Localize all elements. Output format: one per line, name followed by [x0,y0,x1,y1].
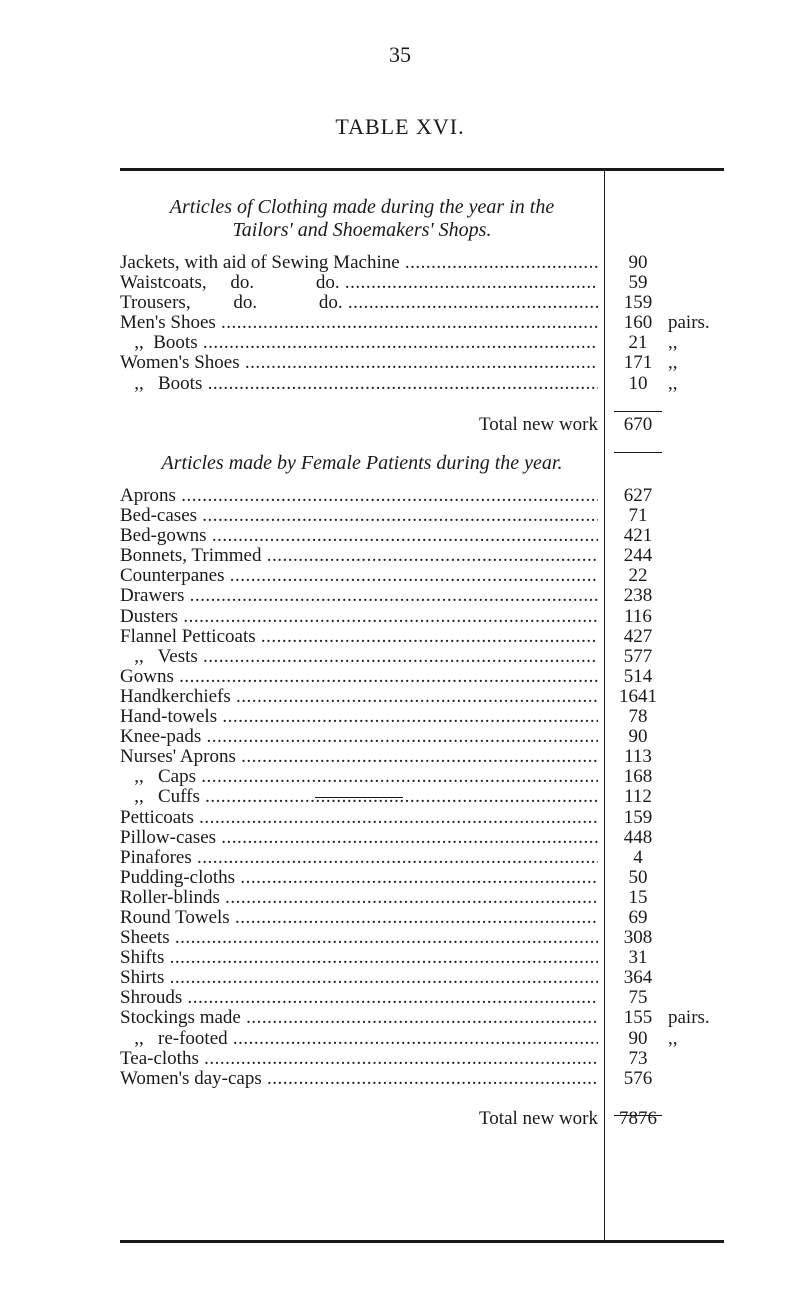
table-row [120,1029,800,1049]
table-bottom-rule [120,1240,724,1243]
row-label: Women's Shoes ..... [120,353,598,373]
row-label: Shirts ..... [120,968,598,988]
table-row [120,888,800,908]
row-label: Men's Shoes ..... [120,313,598,333]
row-value: 22 [628,565,648,587]
table-row [120,253,800,273]
section-heading-line: Tailors' and Shoemakers' Shops. [232,219,492,241]
table-row [120,1069,800,1089]
row-label: Gowns ..... [120,667,598,687]
row-label: Women's day-caps ..... [120,1069,598,1089]
row-value: 168 [623,766,653,788]
row-label: Waistcoats, do. do. ..... [120,273,598,293]
total-label: Total new work [479,413,598,435]
row-value: 90 [628,726,648,748]
table-row [120,586,800,606]
row-label: Drawers ..... [120,586,598,606]
row-value: 576 [623,1067,653,1089]
table-row [120,787,800,807]
table-row [120,566,800,586]
row-label: ,, Boots ..... [120,333,598,353]
row-label: Hand-towels ..... [120,707,598,727]
table-row [120,828,800,848]
row-label: ,, re-footed ..... [120,1029,598,1049]
section-heading-line: Articles of Clothing made during the year in the [169,196,555,218]
row-value: 71 [628,505,648,527]
row-label: Counterpanes ..... [120,566,598,586]
row-unit: pairs. [668,312,710,334]
table-title: TABLE XVI. [335,114,465,139]
row-value: 10 [628,372,648,394]
total-label: Total new work [479,1107,598,1129]
row-unit: ,, [668,332,678,354]
table-row [120,928,800,948]
row-unit: ,, [668,1027,678,1049]
row-value: 155 [623,1007,653,1029]
row-label: Petticoats ..... [120,808,598,828]
section-heading: Articles made by Female Patients during the year. [161,452,563,474]
table-row [120,988,800,1008]
row-value: 627 [623,485,653,506]
total-row [120,413,800,437]
table-row [120,607,800,627]
row-label: ,, Cuffs ..... [120,787,598,807]
table-row [120,293,800,313]
table-row [120,767,800,787]
row-value: 238 [623,585,653,607]
row-label: Round Towels ..... [120,908,598,928]
table-row [120,526,800,546]
row-label: Nurses' Aprons ..... [120,747,598,767]
row-value: 90 [628,1027,648,1049]
row-label: Trousers, do. do. ..... [120,293,598,313]
row-value: 308 [623,927,653,949]
row-value: 112 [624,786,652,808]
row-label: Roller-blinds ..... [120,888,598,908]
row-value: 1641 [619,685,657,707]
row-unit: ,, [668,352,678,374]
row-value: 171 [623,352,653,374]
row-value: 59 [628,272,648,294]
section-heading [120,196,604,242]
row-value: 78 [628,706,648,728]
row-label: ,, Caps ..... [120,767,598,787]
row-label: Aprons ..... [120,486,598,506]
table-row [120,808,800,828]
row-value: 421 [623,525,653,547]
row-label: Handkerchiefs ..... [120,687,598,707]
table-top-rule [120,168,724,171]
row-value: 73 [628,1047,648,1069]
row-value: 364 [623,967,653,989]
section-female-patients [120,452,800,1131]
table-row [120,546,800,566]
table-row [120,667,800,687]
row-label: Bonnets, Trimmed ..... [120,546,598,566]
table-row [120,374,800,394]
row-label: Pillow-cases ..... [120,828,598,848]
row-label: Flannel Petticoats ..... [120,627,598,647]
table-row [120,313,800,333]
table-row [120,908,800,928]
row-value: 159 [623,806,653,828]
table-row [120,647,800,667]
table-row [120,1008,800,1028]
row-label: ,, Boots ..... [120,374,598,394]
table-row [120,333,800,353]
row-value: 427 [623,625,653,647]
row-value: 160 [623,312,653,334]
row-value: 21 [628,332,648,354]
rows-list [120,253,800,394]
table-row [120,868,800,888]
table-row [120,506,800,526]
row-label: ,, Vests ..... [120,647,598,667]
section-tailors-shoemakers [120,196,800,437]
table-row [120,968,800,988]
row-value: 116 [624,605,652,627]
row-value: 244 [623,545,653,567]
row-label: Dusters ..... [120,607,598,627]
table-row [120,848,800,868]
total-row [120,1107,800,1131]
row-label: Sheets ..... [120,928,598,948]
row-value: 514 [623,665,653,687]
row-label: Bed-gowns ..... [120,526,598,546]
total-value: 7876 [619,1107,657,1129]
row-unit: pairs. [668,1007,710,1029]
table-row [120,747,800,767]
row-value: 50 [628,866,648,888]
row-unit: ,, [668,372,678,394]
row-label: Stockings made ..... [120,1008,598,1028]
row-value: 113 [624,746,652,768]
row-label: Jackets, with aid of Sewing Machine ..... [120,253,598,273]
row-value: 31 [628,947,648,969]
table-row [120,353,800,373]
table-row [120,727,800,747]
table-row [120,1049,800,1069]
table-row [120,707,800,727]
row-label: Tea-cloths ..... [120,1049,598,1069]
row-value: 69 [628,906,648,928]
row-value: 448 [623,826,653,848]
table-row [120,627,800,647]
row-label: Pinafores ..... [120,848,598,868]
row-label: Pudding-cloths ..... [120,868,598,888]
table-row [120,486,800,506]
row-label: Shifts ..... [120,948,598,968]
row-value: 4 [633,846,643,868]
row-label: Shrouds ..... [120,988,598,1008]
page-number: 35 [389,42,411,67]
row-value: 15 [628,886,648,908]
row-value: 577 [623,645,653,667]
total-value: 670 [623,413,653,435]
row-value: 159 [623,292,653,314]
row-value: 75 [628,987,648,1009]
table-row [120,687,800,707]
row-value: 90 [628,252,648,273]
table-row [120,273,800,293]
rows-list [120,486,800,1089]
table-row [120,948,800,968]
row-label: Bed-cases ..... [120,506,598,526]
row-label: Knee-pads ..... [120,727,598,747]
